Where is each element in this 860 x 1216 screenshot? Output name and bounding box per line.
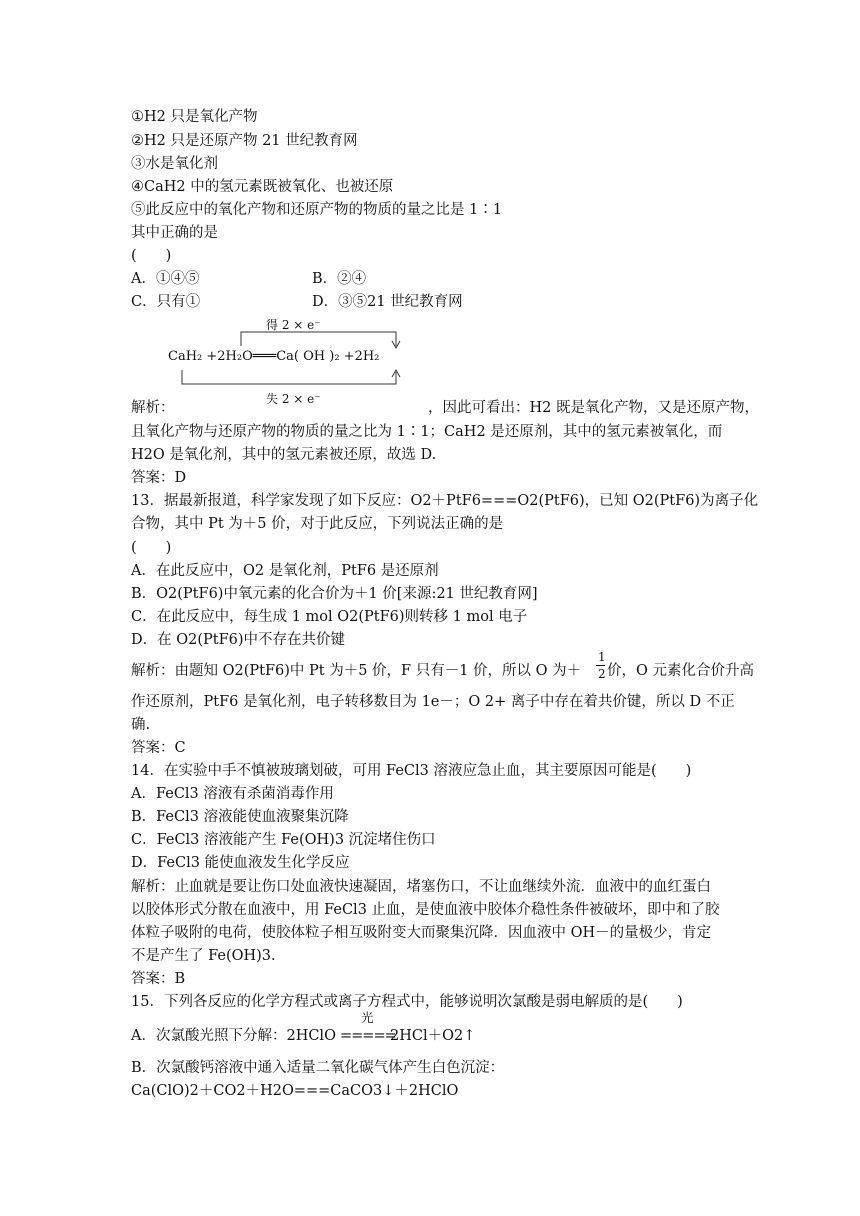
answer-paren: ( ): [131, 248, 172, 264]
q15-option-a-post: 2HCl＋O2↑: [390, 1028, 476, 1044]
equals-sign: =====: [340, 1028, 396, 1044]
statement-4: ④CaH2 中的氢元素既被氧化、也被还原: [131, 179, 394, 195]
fraction-denominator: 2: [598, 667, 606, 681]
statement-3: ③水是氧化剂: [131, 156, 218, 172]
q15-option-b-equation: Ca(ClO)2＋CO2＋H2O===CaCO3↓＋2HClO: [131, 1083, 459, 1099]
q13-paren: ( ): [131, 540, 172, 556]
q12-option-d: D．③⑤21 世纪教育网: [312, 294, 463, 310]
q13-option-b: B．O2(PtF6)中氧元素的化合价为＋1 价[来源:21 世纪教育网]: [131, 586, 538, 602]
q14-option-d: D．FeCl3 能使血液发生化学反应: [131, 855, 350, 871]
q14-answer: 答案：B: [131, 971, 186, 987]
q14-option-a: A．FeCl3 溶液有杀菌消毒作用: [131, 786, 334, 802]
q13-stem-2: 合物，其中 Pt 为＋5 价，对于此反应，下列说法正确的是: [131, 516, 504, 532]
q14-option-b: B．FeCl3 溶液能使血液聚集沉降: [131, 809, 349, 825]
reaction-equation: CaH₂ +2H₂O═══Ca( OH )₂ +2H₂: [168, 349, 380, 364]
statement-5: ⑤此反应中的氧化产物和还原产物的物质的量之比是 1∶1: [131, 202, 503, 218]
question-prompt: 其中正确的是: [131, 225, 218, 241]
fraction-numerator: 1: [598, 650, 606, 664]
analysis-line-1: ，因此可看出：H2 既是氧化产物，又是还原产物，: [428, 400, 759, 416]
q14-analysis-line-2: 以胶体形式分散在血液中，用 FeCl3 止血，是使血液中胶体介稳性条件被破坏，即中和了胶: [131, 902, 720, 918]
q13-answer: 答案：C: [131, 740, 186, 756]
q14-analysis-line-1: 解析：止血就是要让伤口处血液快速凝固，堵塞伤口，不让血继续外流．血液中的血红蛋白: [131, 879, 711, 895]
statement-1: ①H2 只是氧化产物: [131, 109, 258, 125]
gain-label: 得 2 × e⁻: [266, 318, 321, 332]
q15-option-a-pre: A．次氯酸光照下分解：2HClO: [131, 1028, 336, 1044]
q15-stem: 15．下列各反应的化学方程式或离子方程式中，能够说明次氯酸是弱电解质的是( ): [131, 994, 683, 1010]
q13-analysis-line-3: 确.: [131, 717, 151, 733]
analysis-line-2: 且氧化产物与还原产物的物质的量之比为 1∶1；CaH2 是还原剂，其中的氢元素被氧化，而: [131, 424, 723, 440]
q14-analysis-line-4: 不是产生了 Fe(OH)3.: [131, 948, 276, 964]
reaction-condition: 光: [361, 1010, 374, 1025]
q13-stem-1: 13．据最新报道，科学家发现了如下反应：O2＋PtF6===O2(PtF6)，已知 O2(PtF6)为离子化: [131, 493, 759, 509]
analysis-label: 解析：: [131, 400, 175, 416]
q15-option-b: B．次氯酸钙溶液中通入适量二氧化碳气体产生白色沉淀：: [131, 1060, 505, 1076]
q14-analysis-line-3: 体粒子吸附的电荷，使胶体粒子相互吸附变大而聚集沉降．因血液中 OH－的量极少，肯定: [131, 925, 712, 941]
q12-option-a: A．①④⑤: [131, 271, 200, 287]
q13-option-d: D．在 O2(PtF6)中不存在共价键: [131, 632, 346, 648]
q14-stem: 14．在实验中手不慎被玻璃划破，可用 FeCl3 溶液应急止血，其主要原因可能是( ): [131, 763, 692, 779]
lose-label: 失 2 × e⁻: [266, 392, 321, 406]
q13-analysis-line-1-pre: 解析：由题知 O2(PtF6)中 Pt 为＋5 价，F 只有－1 价，所以 O 为＋: [131, 663, 582, 679]
q14-option-c: C．FeCl3 溶液能产生 Fe(OH)3 沉淀堵住伤口: [131, 832, 436, 848]
statement-2: ②H2 只是还原产物 21 世纪教育网: [131, 133, 358, 149]
analysis-line-3: H2O 是氧化剂，其中的氢元素被还原，故选 D.: [131, 447, 437, 463]
answer-line: 答案：D: [131, 470, 187, 486]
q13-option-c: C．在此反应中，每生成 1 mol O2(PtF6)则转移 1 mol 电子: [131, 609, 528, 625]
fraction-bar: [596, 665, 605, 666]
q13-analysis-line-2: 作还原剂，PtF6 是氧化剂，电子转移数目为 1e－；O 2+ 离子中存在着共价键，所以 D 不正: [131, 694, 735, 710]
q12-option-b: B．②④: [312, 271, 367, 287]
electron-transfer-diagram: [168, 312, 408, 404]
q13-option-a: A．在此反应中，O2 是氧化剂，PtF6 是还原剂: [131, 563, 439, 579]
q13-analysis-line-1-post: 价，O 元素化合价升高: [607, 663, 754, 679]
q12-option-c: C．只有①: [131, 294, 201, 310]
